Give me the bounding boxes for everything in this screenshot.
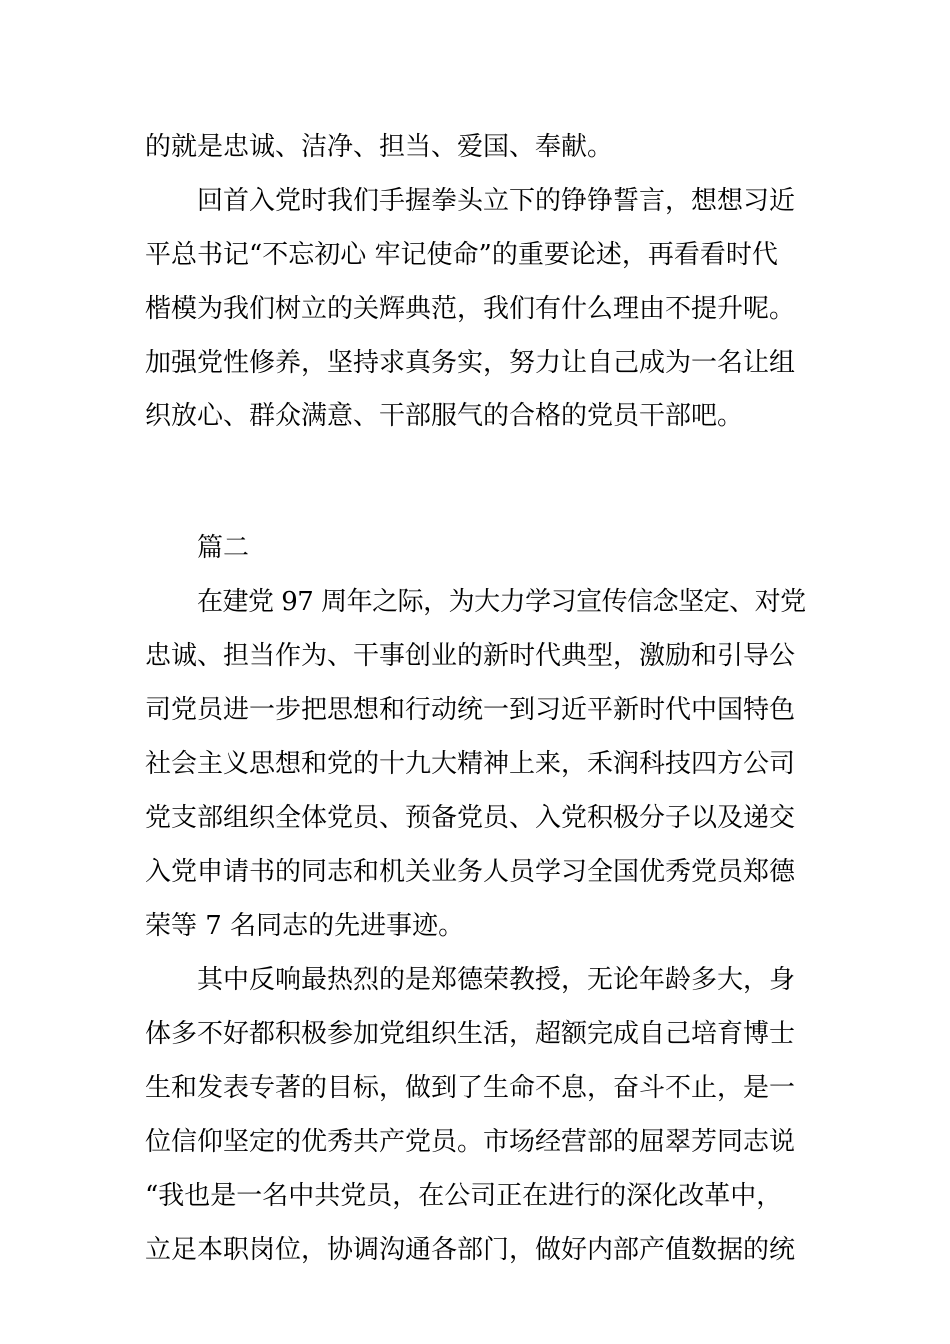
text-line: 党支部组织全体党员、预备党员、入党积极分子以及递交 [145,803,796,833]
text-line: 位信仰坚定的优秀共产党员。市场经营部的屈翠芳同志说 [145,1127,796,1157]
text-line: “我也是一名中共党员，在公司正在进行的深化改革中， [145,1181,783,1211]
text-line: 生和发表专著的目标，做到了生命不息，奋斗不止，是一 [145,1073,796,1103]
paragraph-first-line: 其中反响最热烈的是郑德荣教授，无论年龄多大，身 [197,965,796,995]
text-line: 加强党性修养，坚持求真务实，努力让自己成为一名让组 [145,348,796,378]
text-line: 荣等 7 名同志的先进事迹。 [145,911,465,941]
section-heading: 篇二 [197,533,250,563]
text-line: 立足本职岗位，协调沟通各部门，做好内部产值数据的统 [145,1235,796,1265]
paragraph-first-line: 回首入党时我们手握拳头立下的铮铮誓言，想想习近 [197,186,796,216]
text-line: 平总书记“不忘初心 牢记使命”的重要论述，再看看时代 [145,240,778,270]
text-line: 织放心、群众满意、干部服气的合格的党员干部吧。 [145,401,744,431]
text-line: 楷模为我们树立的关辉典范，我们有什么理由不提升呢。 [145,294,796,324]
text-line: 体多不好都积极参加党组织生活，超额完成自己培育博士 [145,1019,796,1049]
text-line: 忠诚、担当作为、干事创业的新时代典型，激励和引导公 [145,641,796,671]
text-line: 的就是忠诚、洁净、担当、爱国、奉献。 [145,132,614,162]
text-line: 社会主义思想和党的十九大精神上来，禾润科技四方公司 [145,749,796,779]
text-line: 司党员进一步把思想和行动统一到习近平新时代中国特色 [145,695,796,725]
text-line: 入党申请书的同志和机关业务人员学习全国优秀党员郑德 [145,857,796,887]
paragraph-first-line: 在建党 97 周年之际，为大力学习宣传信念坚定、对党 [197,587,806,617]
